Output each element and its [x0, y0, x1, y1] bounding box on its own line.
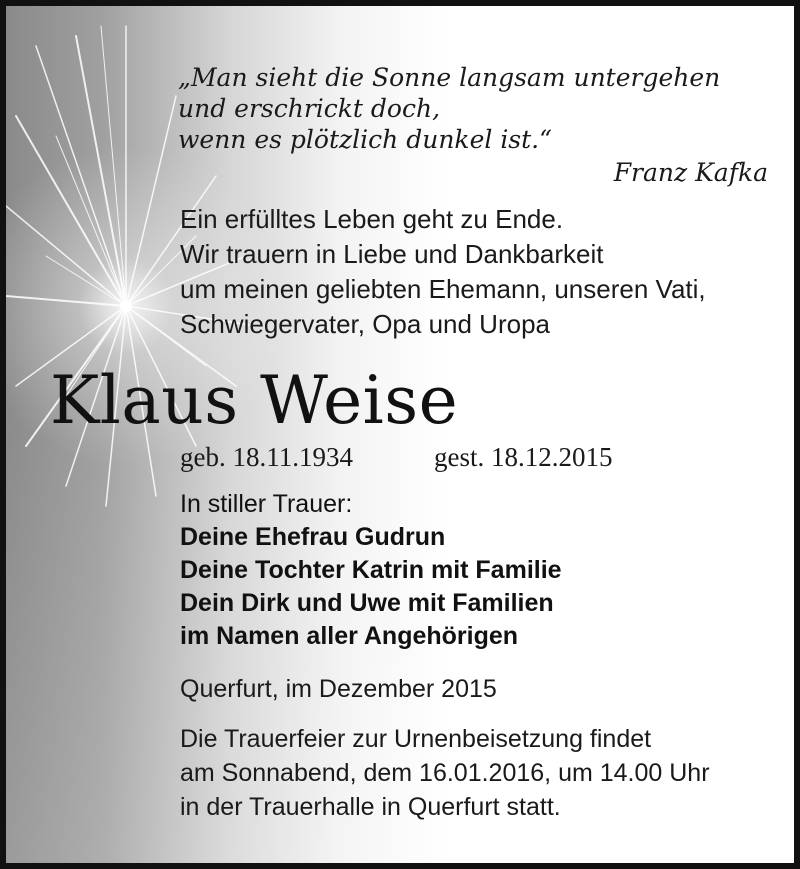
- mourner-line: im Namen aller Angehörigen: [180, 622, 519, 650]
- quote-line: und erschrickt doch,: [178, 94, 441, 123]
- intro-line: Wir trauern in Liebe und Dankbarkeit: [180, 239, 604, 269]
- mourners-list: [180, 488, 780, 653]
- mourners-heading: In stiller Trauer:: [180, 490, 353, 518]
- mourner-line: Dein Dirk und Uwe mit Familien: [180, 589, 554, 617]
- deceased-name: Klaus Weise: [50, 362, 459, 439]
- death-date: gest. 18.12.2015: [434, 442, 613, 472]
- place-and-date: Querfurt, im Dezember 2015: [180, 675, 497, 703]
- mourner-line: Deine Ehefrau Gudrun: [180, 523, 446, 551]
- service-line: Die Trauerfeier zur Urnenbeisetzung findet: [180, 725, 652, 753]
- mourning-intro: [180, 202, 780, 342]
- quote-author: Franz Kafka: [613, 158, 768, 187]
- quote-line: wenn es plötzlich dunkel ist.“: [178, 125, 552, 154]
- life-dates: [180, 440, 740, 474]
- kafka-quote: [178, 62, 768, 188]
- quote-line: „Man sieht die Sonne langsam untergehen: [178, 63, 721, 92]
- service-line: am Sonnabend, dem 16.01.2016, um 14.00 Uhr: [180, 759, 710, 787]
- funeral-service-info: [180, 722, 790, 824]
- intro-line: Schwiegervater, Opa und Uropa: [180, 309, 550, 339]
- mourner-line: Deine Tochter Katrin mit Familie: [180, 556, 562, 584]
- intro-line: Ein erfülltes Leben geht zu Ende.: [180, 204, 564, 234]
- intro-line: um meinen geliebten Ehemann, unseren Vati,: [180, 274, 706, 304]
- service-line: in der Trauerhalle in Querfurt statt.: [180, 793, 561, 821]
- birth-date: geb. 18.11.1934: [180, 442, 353, 472]
